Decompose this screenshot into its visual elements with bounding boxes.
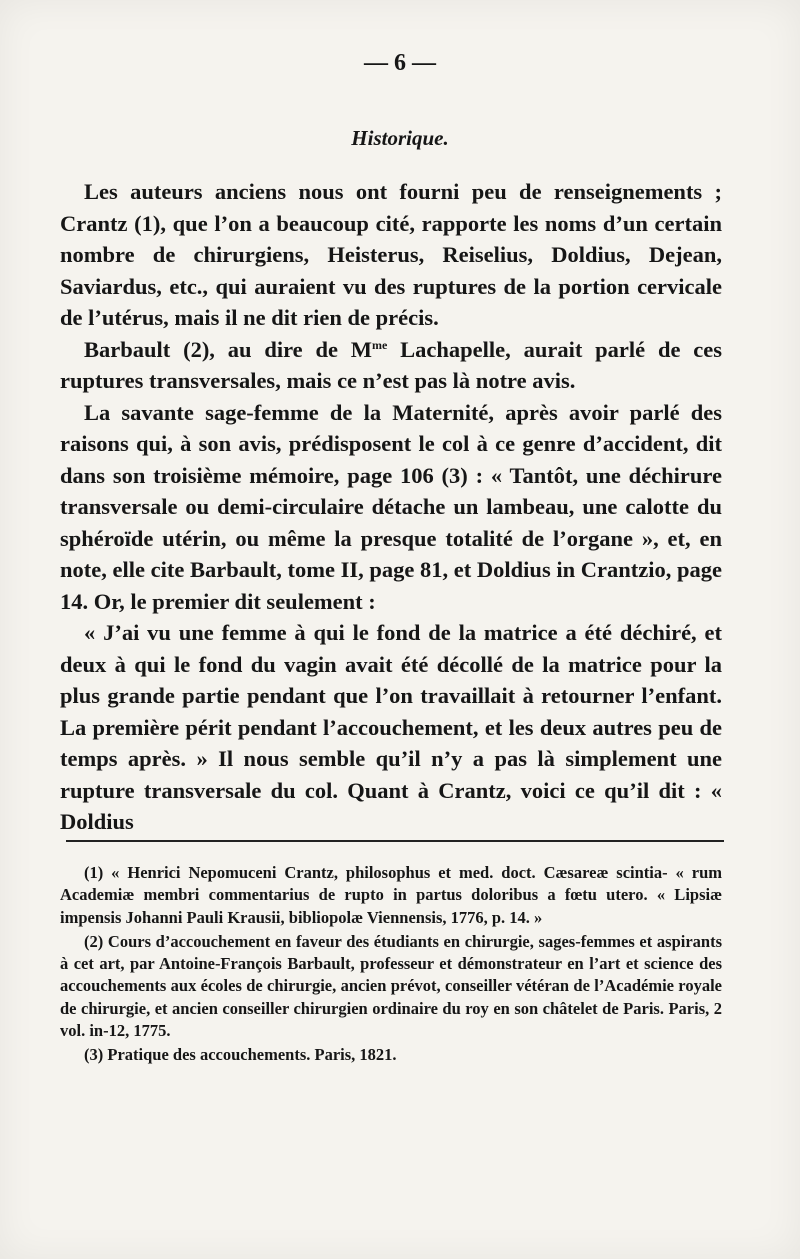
paragraph: Barbault (2), au dire de $M^{me}$ Lachapelle, aurait parlé de ces ruptures transversales, mais ce n’est pas là notre avis. [60,336,722,393]
footnote: (2) Cours d’accouchement en faveur des étudiants en chirurgie, sages-femmes et aspirants à cet art, par Antoine-François Barbault, professeur et démonstrateur en l’art et science des accouchements aux écoles de chirurgie, ancien prévot, conseiller vétéran de l’Académie royale de chirurgie, et ancien conseiller chirurgien ordinaire du roy en son châtelet de Paris. Paris, 2 vol. in-12, 1775. [60,931,722,1041]
footnotes [60,862,722,1069]
footnote: (1) « Henrici Nepomuceni Crantz, philosophus et med. doct. Cæsareæ scintia- « rum Academiæ membri commentarius de rupto in partus doloribus a fœtu utero. « Lipsiæ impensis Johanni Pauli Krausii, bibliopolæ Viennensis, 1776, p. 14. » [60,863,722,927]
section-heading: Historique. [351,126,449,150]
paragraph: Les auteurs anciens nous ont fourni peu de renseignements ; Crantz (1), que l’on a beaucoup cité, rapporte les noms d’un certain nombre de chirurgiens, Heisterus, Reiselius, Doldius, Dejean, Saviardus, etc., qui auraient vu des ruptures de la portion cervicale de l’utérus, mais il ne dit rien de précis. [60,179,722,330]
paragraph: « J’ai vu une femme à qui le fond de la matrice a été déchiré, et deux à qui le fond du vagin avait été décollé de la matrice pour la plus grande partie pendant que l’on travaillait à retourner l’enfant. La première périt pendant l’accouchement, et les deux autres peu de temps après. » Il nous semble qu’il n’y a pas là simplement une rupture transversale du col. Quant à Crantz, voici ce qu’il dit : « Doldius [60,620,722,834]
body-text [60,176,722,838]
paragraph: La savante sage-femme de la Maternité, après avoir parlé des raisons qui, à son avis, prédisposent le col à ce genre d’accident, dit dans son troisième mémoire, page 106 (3) : « Tantôt, une déchirure transversale ou demi-circulaire détache un lambeau, une calotte du sphéroïde utérin, ou même la presque totalité de l’organe », et, en note, elle cite Barbault, tome II, page 81, et Doldius in Crantzio, page 14. Or, le premier dit seulement : [60,399,722,614]
page-number: — 6 — [364,50,436,76]
footnote-divider [66,840,724,842]
footnote: (3) Pratique des accouchements. Paris, 1821. [84,1045,397,1065]
